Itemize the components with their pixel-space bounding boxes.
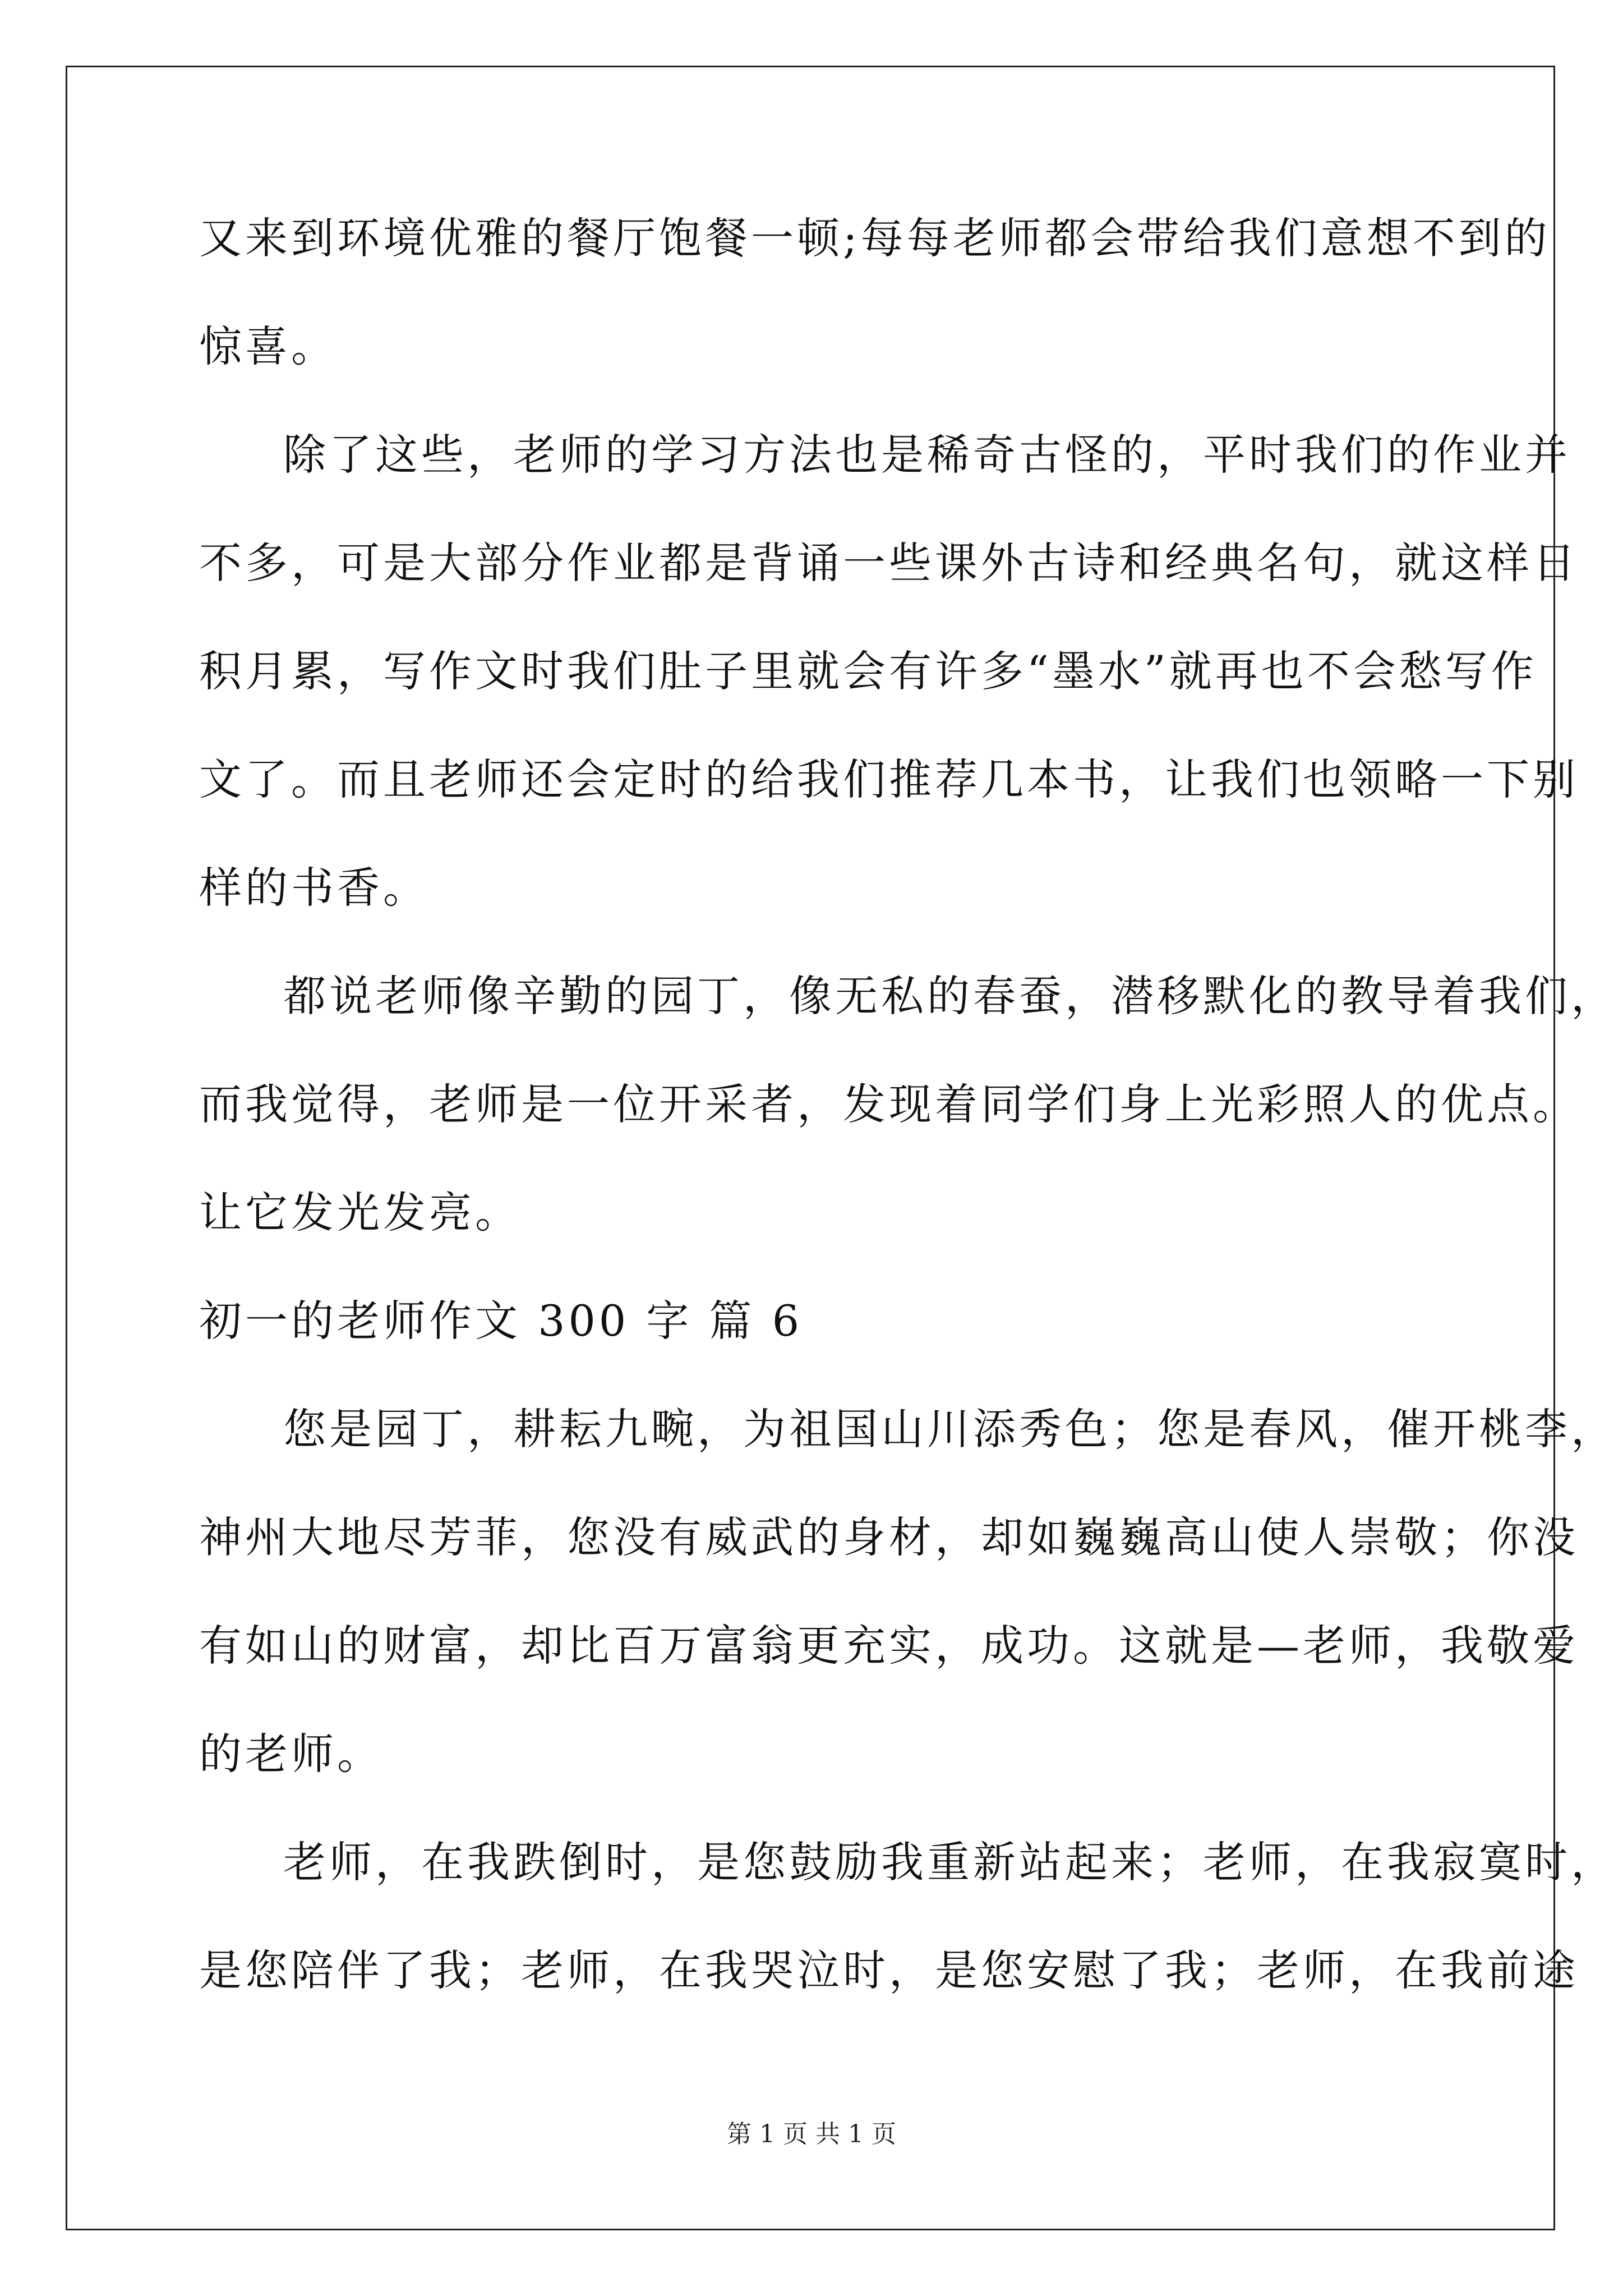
paragraph-start: 您是园丁，耕耘九畹，为祖国山川添秀色；您是春风，催开桃李， <box>283 1404 1617 1454</box>
section-heading: 初一的老师作文 300 字 篇 6 <box>199 1296 803 1346</box>
text-line: 积月累，写作文时我们肚子里就会有许多“墨水”就再也不会愁写作 <box>199 646 1537 696</box>
text-line: 惊喜。 <box>199 321 337 371</box>
paragraph-start: 除了这些，老师的学习方法也是稀奇古怪的，平时我们的作业并 <box>283 430 1571 480</box>
text-line: 文了。而且老师还会定时的给我们推荐几本书，让我们也领略一下别 <box>199 754 1579 804</box>
text-line: 不多，可是大部分作业都是背诵一些课外古诗和经典名句，就这样日 <box>199 538 1579 588</box>
text-line: 有如山的财富，却比百万富翁更充实，成功。这就是—老师，我敬爱 <box>199 1621 1579 1671</box>
text-line: 又来到环境优雅的餐厅饱餐一顿;每每老师都会带给我们意想不到的 <box>199 213 1551 263</box>
page-number-footer: 第 1 页 共 1 页 <box>727 2120 896 2148</box>
text-line: 样的书香。 <box>199 863 429 913</box>
text-line: 而我觉得，老师是一位开采者，发现着同学们身上光彩照人的优点。 <box>199 1079 1579 1129</box>
paragraph-start: 老师，在我跌倒时，是您鼓励我重新站起来；老师，在我寂寞时， <box>283 1837 1617 1887</box>
page-border <box>66 66 1555 2230</box>
text-line: 神州大地尽芳菲，您没有威武的身材，却如巍巍高山使人崇敬；你没 <box>199 1512 1579 1562</box>
text-line: 是您陪伴了我；老师，在我哭泣时，是您安慰了我；老师，在我前途 <box>199 1945 1579 1995</box>
text-line: 让它发光发亮。 <box>199 1188 521 1237</box>
paragraph-start: 都说老师像辛勤的园丁，像无私的春蚕，潜移默化的教导着我们， <box>283 971 1617 1021</box>
text-line: 的老师。 <box>199 1729 383 1779</box>
